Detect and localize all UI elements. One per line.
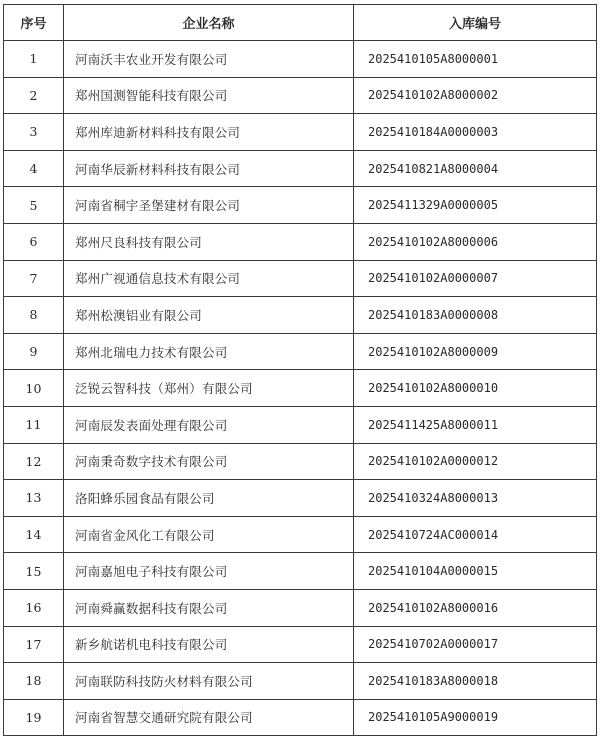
row-company-name: 郑州松澳铝业有限公司 <box>64 297 354 334</box>
row-company-name: 河南舜赢数据科技有限公司 <box>64 589 354 626</box>
row-serial-number: 15 <box>4 553 64 590</box>
header-serial-number: 序号 <box>4 5 64 41</box>
table-row <box>4 663 597 700</box>
row-serial-number: 1 <box>4 41 64 78</box>
row-company-name: 郑州国测智能科技有限公司 <box>64 77 354 114</box>
table-row <box>4 114 597 151</box>
row-registry-number: 2025410102A0000007 <box>354 260 597 297</box>
row-company-name: 河南省智慧交通研究院有限公司 <box>64 699 354 736</box>
table-body <box>4 41 597 736</box>
row-serial-number: 16 <box>4 589 64 626</box>
row-company-name: 河南联防科技防火材料有限公司 <box>64 663 354 700</box>
table-header <box>4 5 597 41</box>
row-registry-number: 2025410702A0000017 <box>354 626 597 663</box>
row-company-name: 河南嘉旭电子科技有限公司 <box>64 553 354 590</box>
row-registry-number: 2025410102A8000010 <box>354 370 597 407</box>
row-company-name: 河南沃丰农业开发有限公司 <box>64 41 354 78</box>
row-company-name: 郑州广视通信息技术有限公司 <box>64 260 354 297</box>
row-registry-number: 2025410104A0000015 <box>354 553 597 590</box>
header-row <box>4 5 597 41</box>
table-row <box>4 480 597 517</box>
row-serial-number: 10 <box>4 370 64 407</box>
row-serial-number: 8 <box>4 297 64 334</box>
row-serial-number: 12 <box>4 443 64 480</box>
row-serial-number: 4 <box>4 150 64 187</box>
row-serial-number: 18 <box>4 663 64 700</box>
row-registry-number: 2025410102A8000006 <box>354 223 597 260</box>
row-serial-number: 11 <box>4 406 64 443</box>
row-company-name: 郑州北瑞电力技术有限公司 <box>64 333 354 370</box>
enterprise-table <box>3 4 597 736</box>
table-row <box>4 516 597 553</box>
row-company-name: 河南华辰新材料科技有限公司 <box>64 150 354 187</box>
table-row <box>4 370 597 407</box>
row-company-name: 河南辰发表面处理有限公司 <box>64 406 354 443</box>
table-row <box>4 406 597 443</box>
table-row <box>4 333 597 370</box>
row-company-name: 泛锐云智科技（郑州）有限公司 <box>64 370 354 407</box>
row-registry-number: 2025410183A0000008 <box>354 297 597 334</box>
row-registry-number: 2025410102A0000012 <box>354 443 597 480</box>
row-serial-number: 14 <box>4 516 64 553</box>
row-company-name: 河南秉奇数字技术有限公司 <box>64 443 354 480</box>
table-row <box>4 223 597 260</box>
row-serial-number: 6 <box>4 223 64 260</box>
row-registry-number: 2025410105A8000001 <box>354 41 597 78</box>
table-row <box>4 589 597 626</box>
row-registry-number: 2025410105A9000019 <box>354 699 597 736</box>
table-row <box>4 626 597 663</box>
row-serial-number: 5 <box>4 187 64 224</box>
header-company-name: 企业名称 <box>64 5 354 41</box>
row-company-name: 洛阳蜂乐园食品有限公司 <box>64 480 354 517</box>
enterprise-table-container <box>3 4 596 736</box>
row-registry-number: 2025410184A0000003 <box>354 114 597 151</box>
row-serial-number: 13 <box>4 480 64 517</box>
table-row <box>4 187 597 224</box>
row-registry-number: 2025411425A8000011 <box>354 406 597 443</box>
row-registry-number: 2025410102A8000009 <box>354 333 597 370</box>
table-row <box>4 77 597 114</box>
row-registry-number: 2025410724AC000014 <box>354 516 597 553</box>
table-row <box>4 699 597 736</box>
row-serial-number: 19 <box>4 699 64 736</box>
row-registry-number: 2025410324A8000013 <box>354 480 597 517</box>
table-row <box>4 443 597 480</box>
row-registry-number: 2025410102A8000002 <box>354 77 597 114</box>
row-registry-number: 2025411329A0000005 <box>354 187 597 224</box>
table-row <box>4 150 597 187</box>
table-row <box>4 260 597 297</box>
table-row <box>4 553 597 590</box>
row-registry-number: 2025410183A8000018 <box>354 663 597 700</box>
row-registry-number: 2025410821A8000004 <box>354 150 597 187</box>
row-company-name: 郑州库迪新材料科技有限公司 <box>64 114 354 151</box>
row-serial-number: 9 <box>4 333 64 370</box>
row-company-name: 河南省金风化工有限公司 <box>64 516 354 553</box>
row-registry-number: 2025410102A8000016 <box>354 589 597 626</box>
row-serial-number: 17 <box>4 626 64 663</box>
table-row <box>4 297 597 334</box>
row-serial-number: 7 <box>4 260 64 297</box>
row-company-name: 新乡航诺机电科技有限公司 <box>64 626 354 663</box>
row-serial-number: 2 <box>4 77 64 114</box>
row-serial-number: 3 <box>4 114 64 151</box>
table-row <box>4 41 597 78</box>
header-registry-number: 入库编号 <box>354 5 597 41</box>
row-company-name: 河南省桐宇圣堡建材有限公司 <box>64 187 354 224</box>
row-company-name: 郑州尺良科技有限公司 <box>64 223 354 260</box>
